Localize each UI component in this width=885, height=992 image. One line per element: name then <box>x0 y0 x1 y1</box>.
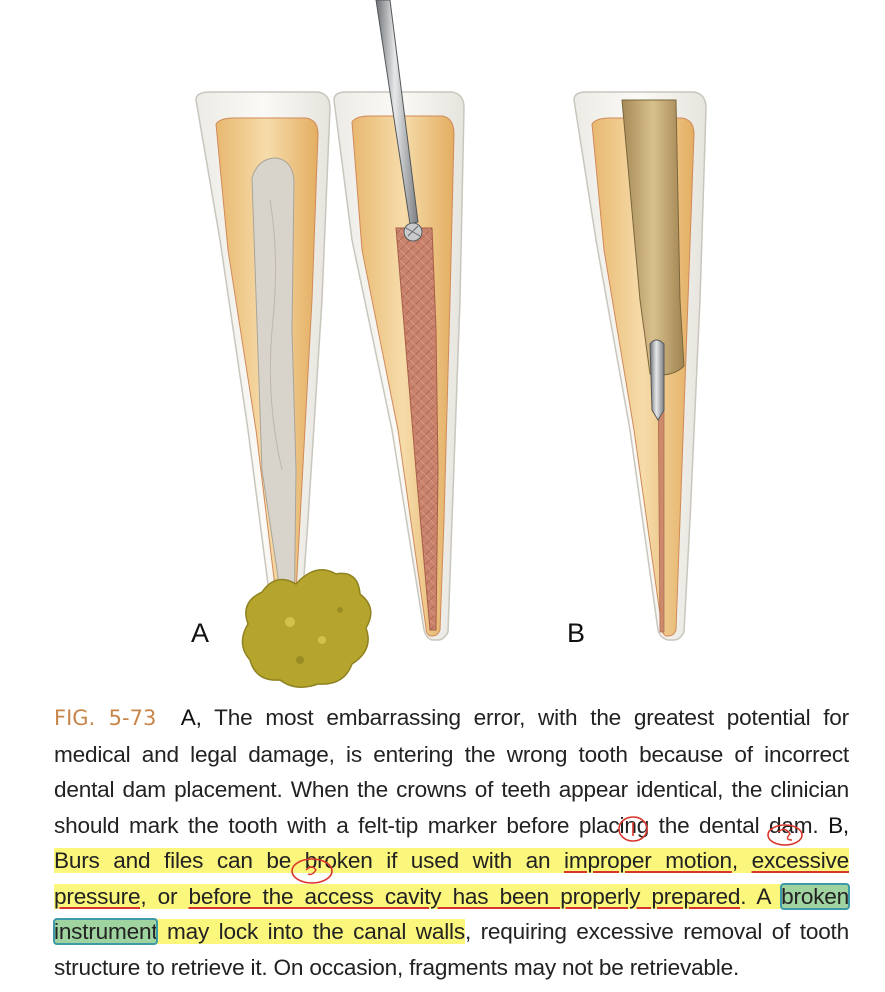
underlined-before-access: before the access cavity has been properly prepared <box>188 883 741 909</box>
underlined-improper-motion: improper motion <box>564 848 732 873</box>
figure-caption <box>54 700 849 985</box>
tooth-with-bur <box>334 0 464 640</box>
part-a-text: The most embarrassing error, with the greatest potential for medical and legal damage, is entering the wrong tooth because of incorrect dental dam placement. When the crowns of teeth appear identical, the clinician should mark the tooth with a felt-tip marker before placing the dental dam. <box>54 705 849 838</box>
tooth-b <box>574 92 706 640</box>
highlight-seg: may lock into the canal walls <box>157 919 465 944</box>
pen-annotation-circle-1 <box>615 812 651 846</box>
caption-ending: , requiring excessive removal of tooth structure to retrieve it. On occasion, fragments may not be retrievable. <box>54 919 850 980</box>
pen-annotation-circle-2 <box>764 820 806 850</box>
highlight-seg: . A <box>740 883 782 909</box>
panel-label-a: A <box>191 618 210 648</box>
part-b-label: B, <box>828 812 850 838</box>
figure-number: FIG. 5-73 <box>54 706 157 730</box>
highlight-seg: , <box>731 848 752 873</box>
underlined-excessive-pressure: excessive pressure <box>54 848 849 909</box>
panel-label-b: B <box>567 618 586 648</box>
part-a-label: A, <box>180 705 202 730</box>
highlight-seg: , or <box>140 883 189 909</box>
pen-annotation-circle-3 <box>288 854 336 888</box>
highlight-seg: Burs and files can be broken if used with an <box>54 848 565 873</box>
highlight-broken-instrument: broken instrument <box>54 883 850 944</box>
